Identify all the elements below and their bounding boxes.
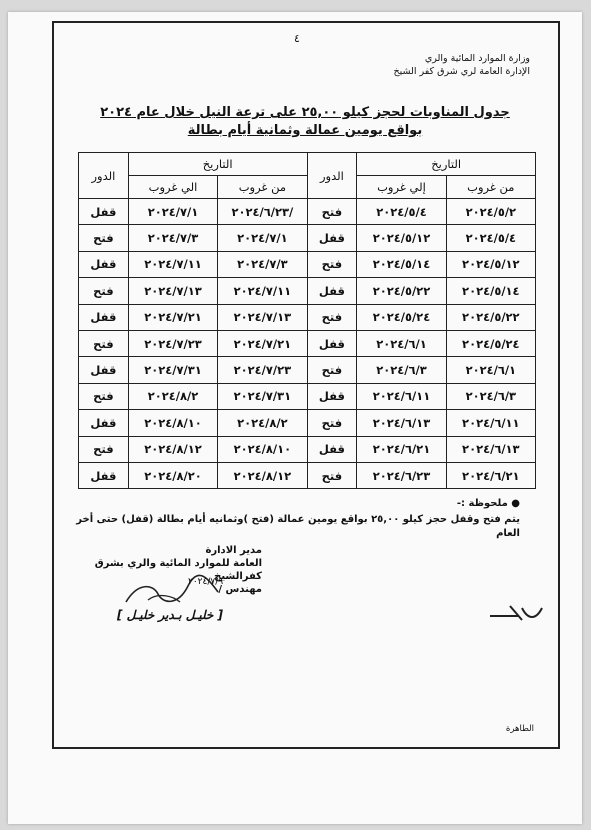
cell-state-left: قفل — [79, 357, 129, 383]
cell-state-right: فتح — [307, 199, 357, 225]
cell-to-right: ٢٠٢٤/٦/٢١ — [357, 436, 446, 462]
cell-to-left: ٢٠٢٤/٧/٢٣ — [128, 330, 217, 356]
cell-state-left: قفل — [79, 410, 129, 436]
cell-state-left: فتح — [79, 383, 129, 409]
cell-to-right: ٢٠٢٤/٥/٢٢ — [357, 278, 446, 304]
cell-state-right: فتح — [307, 462, 357, 488]
cell-state-left: قفل — [79, 199, 129, 225]
cell-to-right: ٢٠٢٤/٦/١١ — [357, 383, 446, 409]
table-row — [79, 199, 536, 225]
cell-to-right: ٢٠٢٤/٥/٤ — [357, 199, 446, 225]
to-header-left: الي غروب — [128, 176, 217, 199]
cell-from-right: ٢٠٢٤/٥/٢ — [446, 199, 535, 225]
cell-from-right: ٢٠٢٤/٦/٢١ — [446, 462, 535, 488]
cell-to-left: ٢٠٢٤/٧/٢١ — [128, 304, 217, 330]
cell-from-left: ٢٠٢٤/٧/٢٣ — [218, 357, 307, 383]
cell-from-left: ٢٠٢٤/٨/١٠ — [218, 436, 307, 462]
cell-from-left: ٢٠٢٤/٧/١ — [218, 225, 307, 251]
table-row — [79, 357, 536, 383]
cell-to-right: ٢٠٢٤/٦/١ — [357, 330, 446, 356]
cell-to-right: ٢٠٢٤/٥/١٢ — [357, 225, 446, 251]
schedule-body — [79, 199, 536, 489]
initials-signature — [488, 600, 548, 628]
director-department: العامة للموارد المائية والري بشرق كفرالشيخ — [94, 558, 262, 582]
cell-state-left: فتح — [79, 225, 129, 251]
from-header-right: من غروب — [446, 176, 535, 199]
bullet-icon: ● — [511, 498, 520, 509]
cell-from-right: ٢٠٢٤/٥/١٤ — [446, 278, 535, 304]
cell-from-left: ٢٠٢٤/٨/١٢ — [218, 462, 307, 488]
director-title: مدير الادارة — [205, 545, 262, 556]
cell-from-right: ٢٠٢٤/٦/٣ — [446, 383, 535, 409]
cell-to-left: ٢٠٢٤/٧/٣١ — [128, 357, 217, 383]
cell-state-left: قفل — [79, 251, 129, 277]
date-group-header-right: التاريخ — [357, 153, 536, 176]
cell-from-right: ٢٠٢٤/٥/٢٤ — [446, 330, 535, 356]
rotation-schedule-table — [78, 152, 536, 489]
cell-to-right: ٢٠٢٤/٥/٢٤ — [357, 304, 446, 330]
cell-from-right: ٢٠٢٤/٦/١١ — [446, 410, 535, 436]
table-row — [79, 330, 536, 356]
notes-label — [50, 497, 520, 511]
cell-state-right: قفل — [307, 383, 357, 409]
document-page — [8, 12, 582, 824]
page-number: ٤ — [294, 32, 300, 45]
cell-from-left: ٢٠٢٤/٧/١١ — [218, 278, 307, 304]
cell-to-left: ٢٠٢٤/٧/١٣ — [128, 278, 217, 304]
cell-state-right: قفل — [307, 278, 357, 304]
table-row — [79, 436, 536, 462]
cell-state-right: قفل — [307, 330, 357, 356]
cell-to-left: ٢٠٢٤/٨/٢٠ — [128, 462, 217, 488]
date-group-header-left: التاريخ — [128, 153, 307, 176]
table-row — [79, 383, 536, 409]
table-row — [79, 462, 536, 488]
cell-state-right: فتح — [307, 251, 357, 277]
cell-state-right: فتح — [307, 304, 357, 330]
director-engineer: مهندس / — [218, 584, 262, 595]
cell-to-left: ٢٠٢٤/٧/١١ — [128, 251, 217, 277]
table-row — [79, 225, 536, 251]
table-row — [79, 304, 536, 330]
cell-state-left: فتح — [79, 436, 129, 462]
cell-state-left: قفل — [79, 462, 129, 488]
cell-to-left: ٢٠٢٤/٧/١ — [128, 199, 217, 225]
cell-from-right: ٢٠٢٤/٦/١ — [446, 357, 535, 383]
cell-state-left: فتح — [79, 330, 129, 356]
document-title — [68, 104, 542, 140]
to-header-right: إلي غروب — [357, 176, 446, 199]
state-header-left: الدور — [79, 153, 129, 199]
cell-state-right: قفل — [307, 436, 357, 462]
ministry-name: وزارة الموارد المائية والري — [424, 53, 530, 64]
cell-to-right: ٢٠٢٤/٥/١٤ — [357, 251, 446, 277]
table-row — [79, 251, 536, 277]
from-header-left: من غروب — [218, 176, 307, 199]
cell-from-right: ٢٠٢٤/٦/١٣ — [446, 436, 535, 462]
notes-body: يتم فتح وقفل حجز كيلو ٢٥,٠٠ بواقع يومين عمالة (فتح )وثمانيه أيام بطالة (قفل) حتى أخر العام — [76, 514, 520, 539]
state-header-right: الدور — [307, 153, 357, 199]
cell-from-right: ٢٠٢٤/٥/١٢ — [446, 251, 535, 277]
cell-from-left: ٢٠٢٤/٧/١٣ — [218, 304, 307, 330]
signature-date-text: ٢٠٢٤/٧/٩ — [188, 577, 224, 587]
notes-label-text: ملحوظة :- — [456, 498, 508, 509]
cell-to-left: ٢٠٢٤/٨/٢ — [128, 383, 217, 409]
table-row — [79, 410, 536, 436]
cell-to-right: ٢٠٢٤/٦/٣ — [357, 357, 446, 383]
cell-from-right: ٢٠٢٤/٥/٤ — [446, 225, 535, 251]
cell-from-left: /٢٠٢٤/٦/٢٣ — [218, 199, 307, 225]
cell-state-right: فتح — [307, 357, 357, 383]
cell-to-right: ٢٠٢٤/٦/١٣ — [357, 410, 446, 436]
footer-mark: الطاهرة — [505, 724, 534, 734]
cell-to-left: ٢٠٢٤/٨/١٢ — [128, 436, 217, 462]
title-line-2: بواقع يومين عمالة وثمانية أيام بطالة — [187, 123, 423, 138]
cell-state-left: قفل — [79, 304, 129, 330]
signature-name-stamp: [ خليـل بـدير خليـل ] — [116, 608, 224, 622]
ministry-header — [280, 52, 530, 78]
cell-from-left: ٢٠٢٤/٧/٣ — [218, 251, 307, 277]
cell-from-left: ٢٠٢٤/٨/٢ — [218, 410, 307, 436]
cell-state-right: فتح — [307, 410, 357, 436]
cell-to-left: ٢٠٢٤/٧/٣ — [128, 225, 217, 251]
cell-to-left: ٢٠٢٤/٨/١٠ — [128, 410, 217, 436]
cell-state-left: فتح — [79, 278, 129, 304]
table-row — [79, 278, 536, 304]
department-name: الإدارة العامة لري شرق كفر الشيخ — [393, 66, 530, 77]
cell-from-left: ٢٠٢٤/٧/٣١ — [218, 383, 307, 409]
title-line-1: جدول المناوبات لحجز كيلو ٢٥,٠٠ على ترعة النيل خلال عام ٢٠٢٤ — [100, 105, 510, 120]
cell-state-right: قفل — [307, 225, 357, 251]
cell-from-left: ٢٠٢٤/٧/٢١ — [218, 330, 307, 356]
notes-section — [50, 497, 520, 541]
cell-from-right: ٢٠٢٤/٥/٢٢ — [446, 304, 535, 330]
cell-to-right: ٢٠٢٤/٦/٢٣ — [357, 462, 446, 488]
